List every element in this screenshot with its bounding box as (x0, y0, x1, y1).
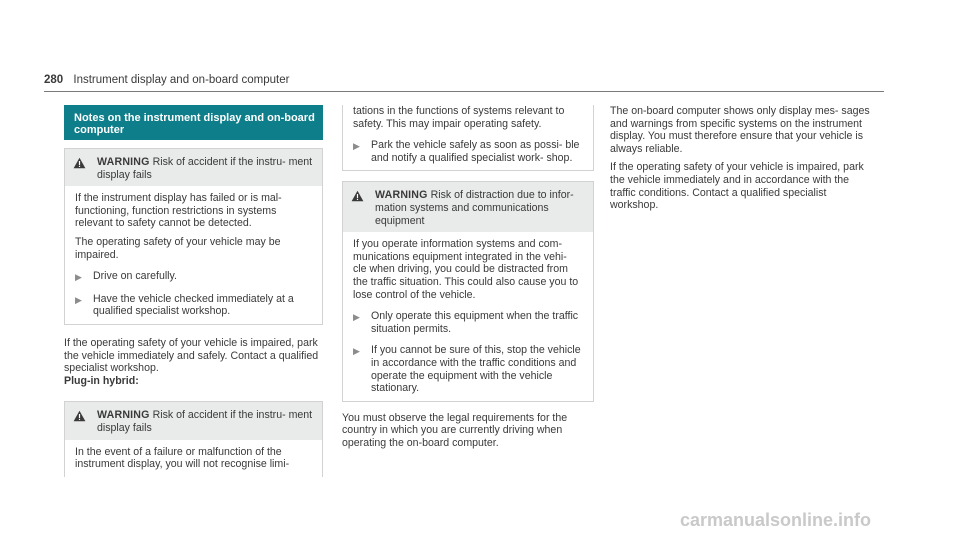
body-paragraph: You must observe the legal requirements for the country in which you are currently driving when operating the on-board computer. (342, 411, 568, 449)
warning-label: WARNING (97, 156, 150, 168)
bullet-arrow-icon: ▶ (353, 312, 360, 323)
list-item-text: Have the vehicle checked immediately at a qualified specialist workshop. (93, 292, 294, 318)
warning-header (65, 149, 322, 186)
list-item-text: Only operate this equipment when the traffic situation permits. (371, 310, 579, 335)
list-item (353, 344, 583, 394)
warning-paragraph: tations in the functions of systems relevant to safety. This may impair operating safety. (353, 105, 565, 130)
list-item (75, 270, 312, 284)
page-number: 280 (44, 74, 64, 86)
warning-title-text: Risk of accident if the instru- ment display fails (97, 409, 313, 434)
warning-label: WARNING (375, 189, 428, 202)
column-1 (64, 105, 323, 477)
warning-title-text: Risk of accident if the instru- ment display fails (97, 156, 313, 181)
warning-title (97, 409, 314, 434)
column-3 (610, 105, 872, 218)
bullet-arrow-icon: ▶ (75, 294, 82, 305)
list-item-text: If you cannot be sure of this, stop the vehicle in accordance with the traffic conditions and operate the equipment with the vehicle stationary. (371, 344, 581, 395)
warning-title (97, 156, 314, 181)
body-paragraph: The on-board computer shows only display mes- sages and warnings from specific systems on the instrument display. You must therefore ensure that your vehicle is always reliable. (610, 105, 870, 155)
warning-triangle-icon (73, 156, 97, 181)
list-item-text: Drive on carefully. (93, 270, 177, 283)
warning-body (343, 105, 593, 170)
list-item-text: Park the vehicle safely as soon as possi- ble and notify a qualified specialist work- shop. (371, 139, 580, 164)
warning-triangle-icon (73, 409, 97, 434)
warning-header (65, 402, 322, 439)
warning-box-continued (342, 105, 594, 171)
warning-paragraph: In the event of a failure or malfunction of the instrument display, you will not recognise limi- (75, 445, 290, 471)
list-item (75, 293, 312, 318)
warning-body (65, 440, 322, 477)
page-header (44, 74, 289, 86)
warning-title (375, 189, 585, 227)
section-heading: Notes on the instrument display and on-board computer (64, 105, 323, 140)
warning-paragraph: The operating safety of your vehicle may be impaired. (75, 235, 281, 261)
list-item (353, 139, 583, 164)
warning-box-1 (64, 148, 323, 325)
warning-body (65, 186, 322, 324)
warning-body (343, 232, 593, 401)
warning-box-3 (342, 181, 594, 401)
warning-paragraph: If you operate information systems and com- munications equipment integrated in the vehi- cle when driving, you could be distracted from the traffic situation. This could also cause you to lose control of the vehicle. (353, 238, 579, 301)
bullet-arrow-icon: ▶ (353, 141, 360, 152)
warning-triangle-icon (351, 189, 375, 227)
bullet-arrow-icon: ▶ (75, 272, 82, 283)
warning-paragraph: If the instrument display has failed or is mal- functioning, function restrictions in systems relevant to safety cannot be detected. (75, 192, 282, 230)
warning-box-2 (64, 401, 323, 476)
column-2 (342, 105, 594, 455)
warning-label: WARNING (97, 409, 150, 422)
warning-title-text: Risk of distraction due to infor- mation systems and communications equipment (375, 189, 574, 227)
body-paragraph: If the operating safety of your vehicle is impaired, park the vehicle immediately and safely. Contact a qualified specialist workshop. (64, 336, 319, 375)
watermark: carmanualsonline.info (680, 510, 872, 530)
page-header-title: Instrument display and on-board computer (73, 74, 290, 86)
list-item (353, 310, 583, 335)
header-rule (44, 91, 884, 92)
plug-in-hybrid-label: Plug-in hybrid: (64, 374, 139, 387)
bullet-arrow-icon: ▶ (353, 346, 360, 357)
warning-header (343, 182, 593, 232)
body-paragraph: If the operating safety of your vehicle is impaired, park the vehicle immediately and in accordance with the traffic conditions. Contact a qualified specialist workshop. (610, 161, 864, 212)
